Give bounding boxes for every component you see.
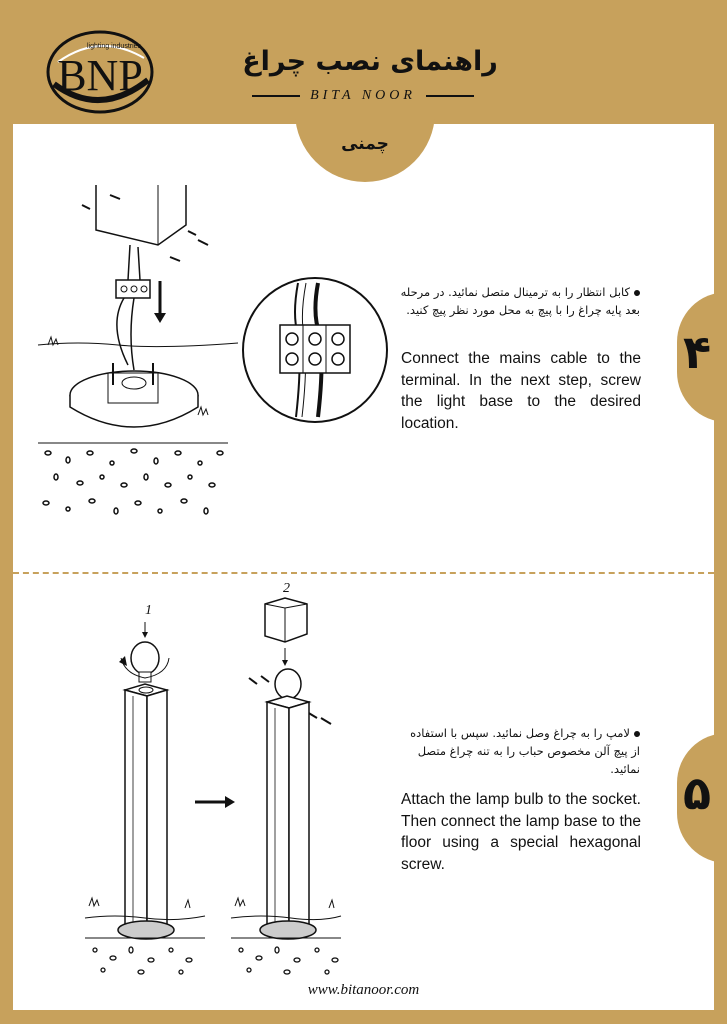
step5-lamp-illustration (85, 578, 345, 978)
step4-number: ۴ (682, 325, 712, 379)
step4-base-illustration (38, 185, 238, 525)
svg-text:lighting industries: lighting industries (86, 43, 142, 50)
bullet-icon (634, 731, 640, 737)
rule-right (426, 95, 474, 97)
category-label: چمنی (341, 134, 389, 154)
bullet-icon (634, 290, 640, 296)
figure-label-1: 1 (145, 603, 152, 618)
svg-text:BNP: BNP (57, 51, 143, 100)
step4-persian-text (400, 283, 640, 319)
brand-line (252, 86, 474, 106)
page-title: راهنمای نصب چراغ (242, 46, 498, 77)
step5-english-text: Attach the lamp bulb to the socket. Then connect the lamp base to the floor using a special hexagonal screw. (401, 791, 641, 873)
step5-persian-text (400, 724, 640, 778)
step5-persian-body: لامپ را به چراغ وصل نمائید. سپس با استفاده از پیچ آلن مخصوص حباب را به تنه چراغ متصل نمائید. (410, 726, 640, 776)
step5-number: ۵ (682, 766, 712, 820)
figure-label-2: 2 (283, 581, 290, 596)
bnp-logo (44, 22, 156, 118)
step4-persian-body: کابل انتظار را به ترمینال متصل نمائید. در مرحله بعد پایه چراغ را با پیچ به محل مورد نظر پیچ کنید. (400, 285, 640, 317)
brand-name: BITA NOOR (310, 88, 416, 103)
footer-url[interactable]: www.bitanoor.com (307, 982, 420, 998)
section-divider (13, 572, 714, 574)
terminal-detail-illustration (240, 275, 390, 425)
rule-left (252, 95, 300, 97)
step4-english-text: Connect the mains cable to the terminal. In the next step, screw the light base to the desired location. (401, 350, 641, 432)
